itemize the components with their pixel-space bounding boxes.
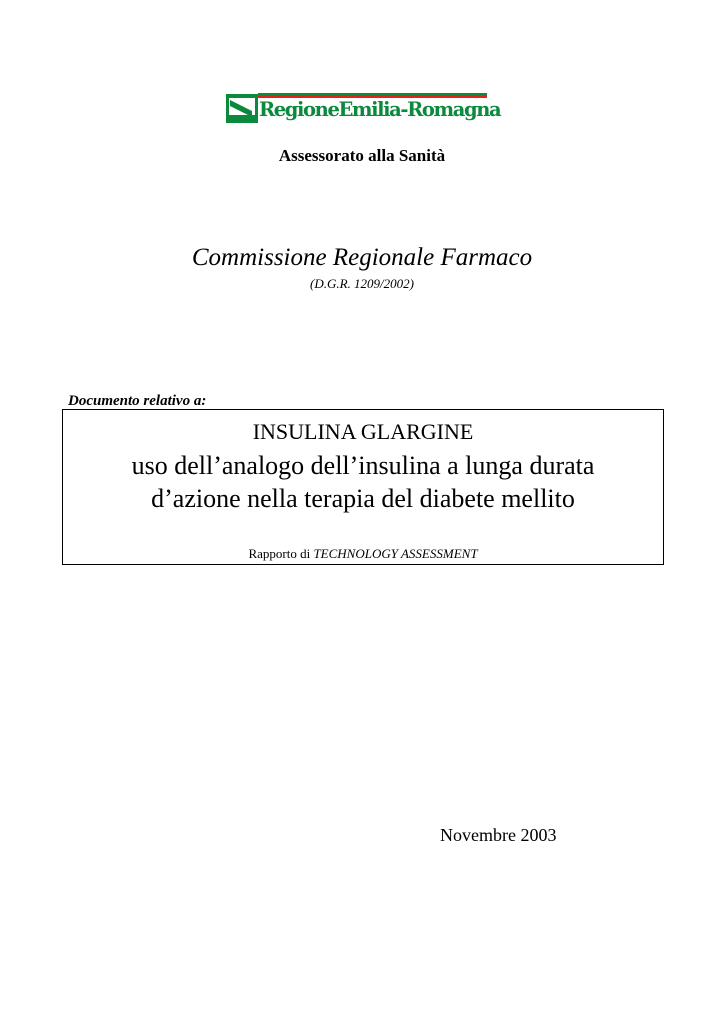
report-type: TECHNOLOGY ASSESSMENT [313, 546, 478, 561]
region-emblem-icon [226, 94, 258, 123]
commission-name: Commissione Regionale Farmaco [191, 244, 533, 271]
commission-reference: (D.G.R. 1209/2002) [310, 276, 414, 291]
document-title: INSULINA GLARGINE [252, 419, 474, 444]
logo-wordmark: RegioneEmilia-Romagna [259, 98, 501, 121]
document-label: Documento relativo a: [68, 393, 207, 409]
department-name: Assessorato alla Sanità [278, 146, 446, 165]
document-subtitle-line-1: uso dell’analogo dell’insulina a lunga durata [131, 451, 595, 480]
document-title-box [62, 409, 664, 565]
region-logo [226, 93, 501, 127]
report-type-line [63, 546, 663, 562]
document-subtitle-line-2: d’azione nella terapia del diabete mellito [151, 484, 575, 513]
document-date: Novembre 2003 [440, 825, 557, 845]
report-prefix: Rapporto di [248, 546, 311, 561]
